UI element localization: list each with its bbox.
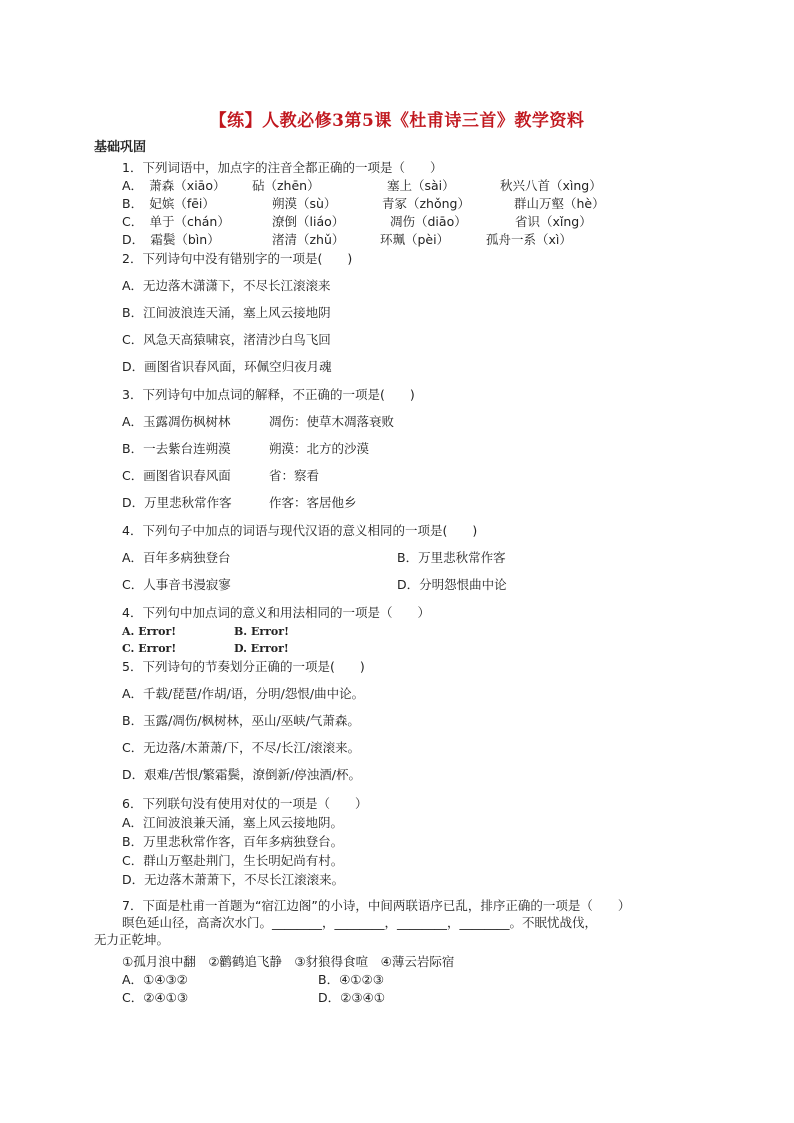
- q1-c-4: 省识（xǐng）: [515, 214, 592, 229]
- q1-b-4: 群山万壑（hè）: [514, 196, 605, 211]
- q1-option-row: [122, 196, 622, 212]
- q1-d-4: 孤舟一系（xì）: [486, 232, 572, 247]
- q7-option-b: B．④①②③: [318, 972, 384, 987]
- q3-a-gloss: 凋伤：使草木凋落衰败: [269, 414, 395, 429]
- q4b-option-d: D. Error!: [234, 642, 289, 655]
- q4b-stem: 4．下列句中加点词的意义和用法相同的一项是（ ）: [122, 605, 430, 620]
- q1-option-row: [122, 178, 622, 194]
- q2-option-c: C．风急天高猿啸哀，渚清沙白鸟飞回: [122, 332, 331, 347]
- page-title: 【练】人教必修3第5课《杜甫诗三首》教学资料: [209, 111, 585, 131]
- q1-b-3: 青冢（zhǒng）: [382, 196, 470, 211]
- q7-option-c: C．②④①③: [122, 990, 189, 1005]
- q3-c-verse: C．画图省识春风面: [122, 468, 231, 483]
- q1-d-1: D． 霜鬓（bìn）: [122, 232, 220, 247]
- q1-b-1: B． 妃嫔（fēi）: [122, 196, 215, 211]
- q2-option-d: D．画图省识春风面，环佩空归夜月魂: [122, 359, 332, 374]
- q6-stem: 6．下列联句没有使用对仗的一项是（ ）: [122, 796, 368, 811]
- q1-option-row: [122, 232, 622, 248]
- q3-b-gloss: 朔漠：北方的沙漠: [269, 441, 370, 456]
- q3-c-gloss: 省：察看: [269, 468, 320, 483]
- section-heading: 基础巩固: [94, 140, 147, 155]
- q1-b-2: 朔漠（sù）: [272, 196, 337, 211]
- q3-d-gloss: 作客：客居他乡: [269, 495, 357, 510]
- q1-c-3: 凋伤（diāo）: [390, 214, 467, 229]
- q1-c-1: C． 单于（chán）: [122, 214, 230, 229]
- q5-option-d: D．艰难/苦恨/繁霜鬓，潦倒新/停浊酒/杯。: [122, 767, 361, 782]
- q5-stem: 5．下列诗句的节奏划分正确的一项是( ): [122, 659, 365, 674]
- q3-stem: 3．下列诗句中加点词的解释，不正确的一项是( ): [122, 387, 415, 402]
- q5-option-a: A．千载/琵琶/作胡/语，分明/怨恨/曲中论。: [122, 686, 365, 701]
- q3-option-a: [122, 414, 522, 430]
- q2-stem: 2．下列诗句中没有错别字的一项是( ): [122, 251, 353, 266]
- q2-option-a: A．无边落木潇潇下，不尽长江滚滚来: [122, 278, 331, 293]
- q6-option-d: D．无边落木萧萧下，不尽长江滚滚来。: [122, 872, 345, 887]
- q1-option-row: [122, 214, 622, 230]
- q2-option-b: B．江间波浪连天涌，塞上风云接地阴: [122, 305, 331, 320]
- q4b-option-b: B. Error!: [234, 625, 289, 638]
- q4a-option-a: A．百年多病独登台: [122, 550, 231, 565]
- q7-stem: 7．下面是杜甫一首题为“宿江边阁”的小诗，中间两联语序已乱，排序正确的一项是（ ）: [122, 898, 631, 913]
- q4a-option-c: C．人事音书漫寂寥: [122, 577, 231, 592]
- q4a-option-d: D．分明怨恨曲中论: [397, 577, 507, 592]
- q3-b-verse: B．一去紫台连朔漠: [122, 441, 231, 456]
- q3-a-verse: A．玉露凋伤枫树林: [122, 414, 231, 429]
- q3-option-d: [122, 495, 522, 511]
- q1-a-1: A． 萧森（xiāo）: [122, 178, 226, 193]
- q1-a-4: 秋兴八首（xìng）: [500, 178, 602, 193]
- q1-c-2: 潦倒（liáo）: [272, 214, 345, 229]
- q3-option-c: [122, 468, 522, 484]
- q4b-option-c: C. Error!: [122, 642, 177, 655]
- q1-a-3: 塞上（sài）: [387, 178, 455, 193]
- q3-d-verse: D．万里悲秋常作客: [122, 495, 232, 510]
- q7-items: ①孤月浪中翻 ②鹳鹤追飞静 ③豺狼得食喧 ④薄云岩际宿: [122, 954, 455, 969]
- q7-poem-end: 无力正乾坤。: [94, 932, 170, 947]
- q4b-option-a: A. Error!: [122, 625, 177, 638]
- q5-option-c: C．无边落/木萧萧/下，不尽/长江/滚滚来。: [122, 740, 361, 755]
- q6-option-a: A．江间波浪兼天涌，塞上风云接地阴。: [122, 815, 344, 830]
- q7-option-d: D．②③④①: [318, 990, 385, 1005]
- q4a-stem: 4．下列句子中加点的词语与现代汉语的意义相同的一项是( ): [122, 523, 478, 538]
- q5-option-b: B．玉露/凋伤/枫树林，巫山/巫峡/气萧森。: [122, 713, 360, 728]
- q4a-option-b: B．万里悲秋常作客: [397, 550, 506, 565]
- q6-option-c: C．群山万壑赴荆门，生长明妃尚有村。: [122, 853, 344, 868]
- q7-poem-line: 暝色延山径，高斋次水门。________，________，________，________。不眠忧战伐，: [122, 915, 598, 930]
- q1-d-2: 渚清（zhǔ）: [272, 232, 345, 247]
- q6-option-b: B．万里悲秋常作客，百年多病独登台。: [122, 834, 344, 849]
- q3-option-b: [122, 441, 522, 457]
- q1-d-3: 环珮（pèi）: [380, 232, 450, 247]
- q1-stem: 1．下列词语中，加点字的注音全都正确的一项是（ ）: [122, 160, 443, 175]
- q7-option-a: A．①④③②: [122, 972, 188, 987]
- q1-a-2: 砧（zhēn）: [252, 178, 320, 193]
